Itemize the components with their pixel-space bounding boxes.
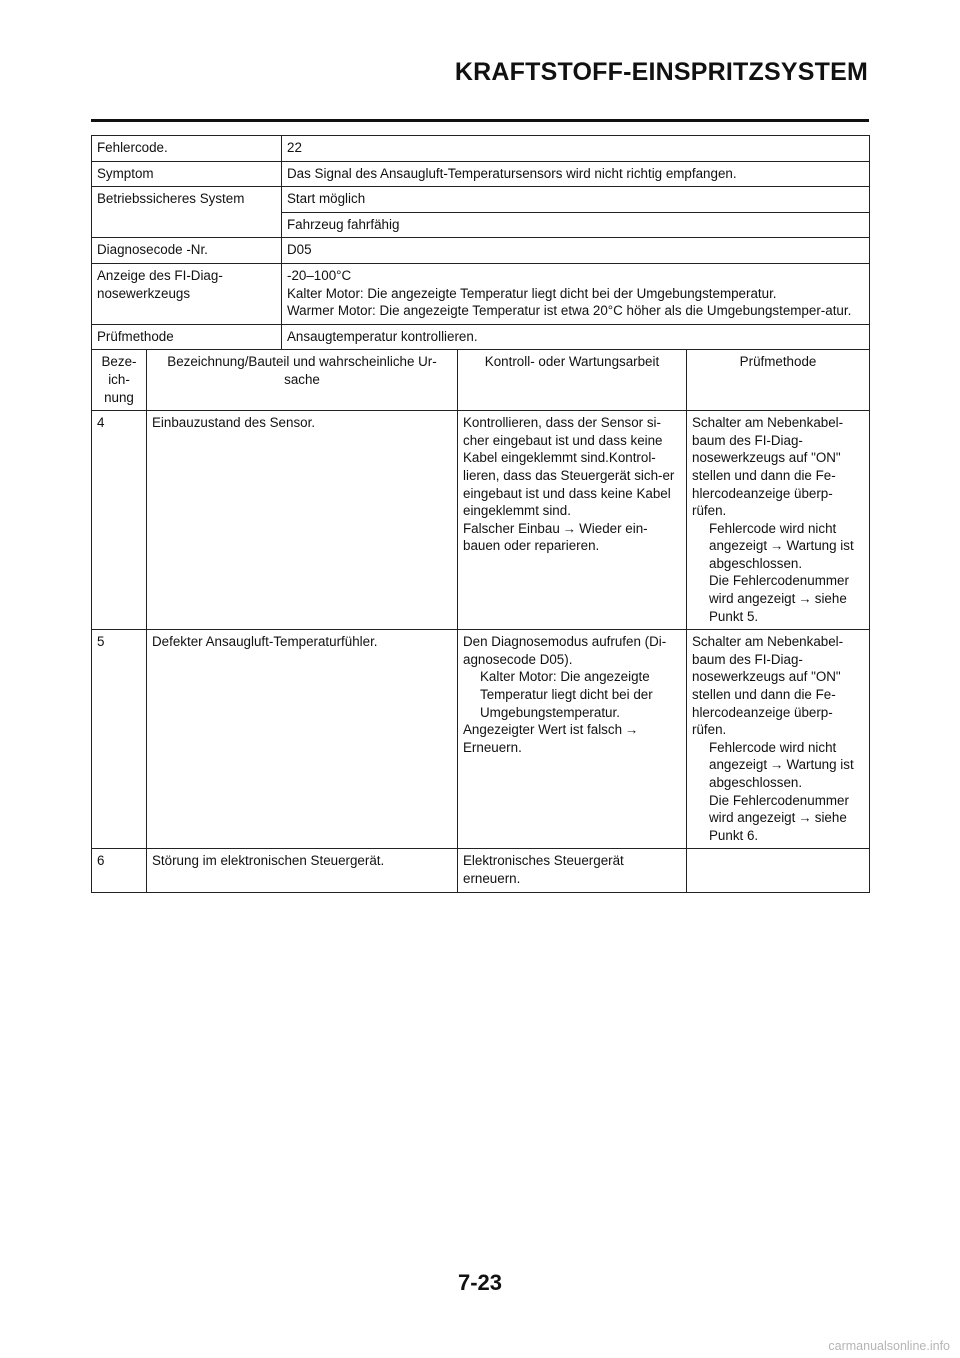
page-title: KRAFTSTOFF-EINSPRITZSYSTEM <box>454 58 868 86</box>
row-number: 4 <box>92 411 147 630</box>
check-condition: Fehlercode wird nicht angezeigt <box>709 520 837 554</box>
row-number: 6 <box>92 849 147 892</box>
check-text: Schalter am Nebenkabel-baum des FI-Diag-nosewerkzeugs auf "ON" stellen und dann die Fe-hlercodeanzeige überp-rüfen. <box>692 634 844 738</box>
row-action <box>458 630 687 849</box>
col-header-check: Prüfmethode <box>687 350 870 411</box>
action-result <box>463 520 681 555</box>
col-header-action: Kontroll- oder Wartungsarbeit <box>458 350 687 411</box>
diagnosis-table <box>91 135 870 893</box>
label-failsafe: Betriebssicheres System <box>92 187 282 238</box>
info-row-failsafe <box>92 187 870 213</box>
display-range: -20–100°C <box>287 267 352 283</box>
column-header-row <box>92 350 870 411</box>
value-failsafe-drive: Fahrzeug fahrfähig <box>282 212 870 238</box>
value-failsafe-start: Start möglich <box>282 187 870 213</box>
display-cold: Kalter Motor: Die angezeigte Temperatur liegt dicht bei der Umgebungstemperatur. <box>287 285 777 301</box>
value-display <box>282 263 870 324</box>
check-outcome: Wartung ist abgeschlossen. <box>709 757 854 790</box>
label-method: Prüfmethode <box>92 324 282 350</box>
info-row-method <box>92 324 870 350</box>
table-row <box>92 411 870 630</box>
info-row-diagcode <box>92 238 870 264</box>
value-diagcode: D05 <box>282 238 870 264</box>
check-text: Schalter am Nebenkabel-baum des FI-Diag-nosewerkzeugs auf "ON" stellen und dann die Fe-hlercodeanzeige überp-rüfen. <box>692 415 844 519</box>
action-remedy: Wieder ein-bauen oder reparieren. <box>463 520 648 554</box>
value-code: 22 <box>282 136 870 162</box>
check-condition: Fehlercode wird nicht angezeigt <box>709 739 837 773</box>
row-cause: Störung im elektronischen Steuergerät. <box>147 849 458 892</box>
watermark: carmanualsonline.info <box>828 1339 950 1353</box>
action-text: Den Diagnosemodus aufrufen (Di-agnosecode D05). <box>463 634 667 667</box>
page-number: 7-23 <box>457 1270 503 1295</box>
arrow-right-icon: → <box>770 757 784 773</box>
col-header-number: Beze-ich-nung <box>92 350 147 411</box>
check-outcome: siehe Punkt 6. <box>709 810 847 843</box>
row-action <box>458 411 687 630</box>
table-row <box>92 849 870 892</box>
value-method: Ansaugtemperatur kontrollieren. <box>282 324 870 350</box>
label-diagcode: Diagnosecode -Nr. <box>92 238 282 264</box>
check-result-fail <box>692 792 864 845</box>
label-display: Anzeige des FI-Diag-nosewerkzeugs <box>92 263 282 324</box>
info-row-display <box>92 263 870 324</box>
title-rule <box>91 119 869 122</box>
row-check <box>687 411 870 630</box>
arrow-right-icon: → <box>625 722 639 738</box>
arrow-right-icon: → <box>798 810 812 826</box>
check-result-ok <box>692 739 864 792</box>
arrow-right-icon: → <box>798 591 812 607</box>
action-remedy: Erneuern. <box>463 739 522 755</box>
row-number: 5 <box>92 630 147 849</box>
info-row-code <box>92 136 870 162</box>
check-outcome: Wartung ist abgeschlossen. <box>709 538 854 571</box>
arrow-right-icon: → <box>562 520 577 536</box>
row-check <box>687 849 870 892</box>
value-symptom: Das Signal des Ansaugluft-Temperatursensors wird nicht richtig empfangen. <box>282 161 870 187</box>
label-code: Fehlercode. <box>92 136 282 162</box>
action-condition: Angezeigter Wert ist falsch <box>463 722 623 738</box>
label-symptom: Symptom <box>92 161 282 187</box>
check-outcome: siehe Punkt 5. <box>709 591 847 624</box>
row-cause: Defekter Ansaugluft-Temperaturfühler. <box>147 630 458 849</box>
row-action: Elektronisches Steuergerät erneuern. <box>458 849 687 892</box>
check-condition: Die Fehlercodenummer wird angezeigt <box>709 792 849 826</box>
action-text: Kontrollieren, dass der Sensor si-cher eingebaut ist und dass keine Kabel eingeklemmt sind.Kontrol-lieren, dass das Steuergerät sich-er eingebaut ist und dass keine Kabel eingeklemmt sind. <box>463 415 675 519</box>
col-header-cause: Bezeichnung/Bauteil und wahrscheinliche Ur-sache <box>147 350 458 411</box>
display-warm: Warmer Motor: Die angezeigte Temperatur ist etwa 20°C höher als die Umgebungstemper-atur. <box>287 303 852 319</box>
table-row <box>92 630 870 849</box>
action-result <box>463 721 681 756</box>
check-result-fail <box>692 572 864 625</box>
action-condition: Falscher Einbau <box>463 520 560 536</box>
row-cause: Einbauzustand des Sensor. <box>147 411 458 630</box>
action-note: Kalter Motor: Die angezeigte Temperatur liegt dicht bei der Umgebungstemperatur. <box>480 669 653 720</box>
check-condition: Die Fehlercodenummer wird angezeigt <box>709 573 849 607</box>
check-result-ok <box>692 520 864 573</box>
info-row-symptom <box>92 161 870 187</box>
arrow-right-icon: → <box>770 538 784 554</box>
row-check <box>687 630 870 849</box>
